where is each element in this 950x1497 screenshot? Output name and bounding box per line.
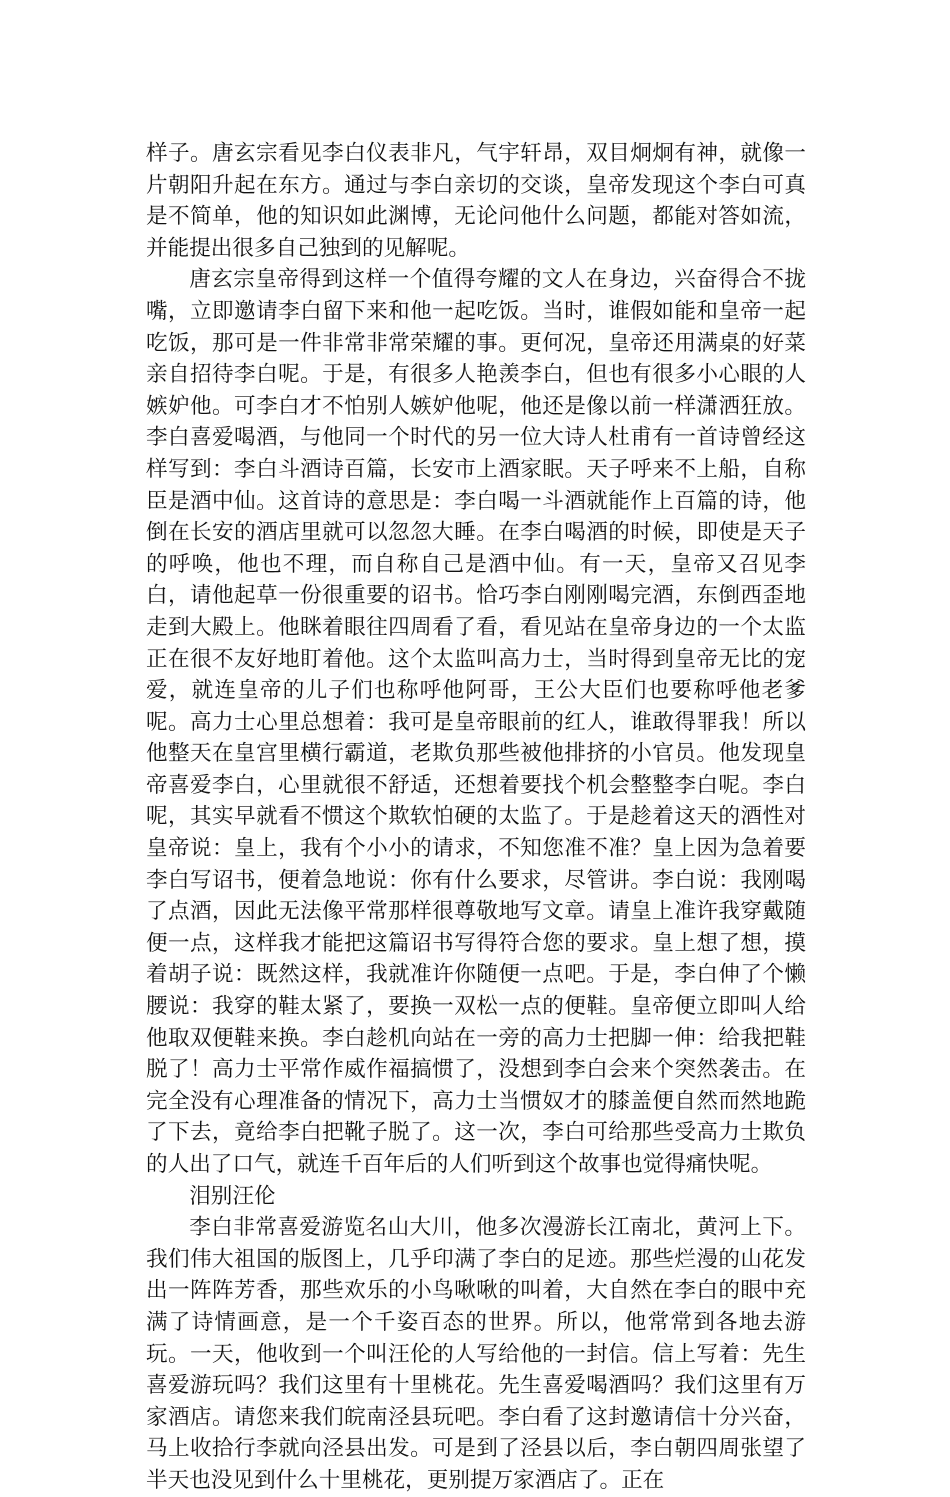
paragraph-wang-lun: 李白非常喜爱游览名山大川，他多次漫游长江南北，黄河上下。我们伟大祖国的版图上，几乎印满了李白的足迹。那些烂漫的山花发出一阵阵芳香，那些欢乐的小鸟啾啾的叫着，大自然在李白的眼中充满了诗情画意，是一个千姿百态的世界。所以，他常常到各地去游玩。一天，他收到一个叫汪伦的人写给他的一封信。信上写着：先生喜爱游玩吗？我们这里有十里桃花。先生喜爱喝酒吗？我们这里有万家酒店。请您来我们皖南泾县玩吧。李白看了这封邀请信十分兴奋，马上收拾行李就向泾县出发。可是到了泾县以后，李白朝四周张望了半天也没见到什么十里桃花，更别提万家酒店了。正在 bbox=[146, 1215, 806, 1493]
paragraph-li-bai-and-gao-lishi: 唐玄宗皇帝得到这样一个值得夸耀的文人在身边，兴奋得合不拢嘴，立即邀请李白留下来和他一起吃饭。当时，谁假如能和皇帝一起吃饭，那可是一件非常非常荣耀的事。更何况，皇帝还用满桌的好菜亲自招待李白呢。于是，有很多人艳羡李白，但也有很多小心眼的人嫉妒他。可李白才不怕别人嫉妒他呢，他还是像以前一样潇洒狂放。李白喜爱喝酒，与他同一个时代的另一位大诗人杜甫有一首诗曾经这样写到：李白斗酒诗百篇，长安市上酒家眠。天子呼来不上船，自称臣是酒中仙。这首诗的意思是：李白喝一斗酒就能作上百篇的诗，他倒在长安的酒店里就可以忽忽大睡。在李白喝酒的时候，即使是天子的呼唤，他也不理，而自称自己是酒中仙。有一天，皇帝又召见李白，请他起草一份很重要的诏书。恰巧李白刚刚喝完酒，东倒西歪地走到大殿上。他眯着眼往四周看了看，看见站在皇帝身边的一个太监正在很不友好地盯着他。这个太监叫高力士，当时得到皇帝无比的宠爱，就连皇帝的儿子们也称呼他阿哥，王公大臣们也要称呼他老爹呢。高力士心里总想着：我可是皇帝眼前的红人，谁敢得罪我！所以他整天在皇宫里横行霸道，老欺负那些被他排挤的小官员。他发现皇帝喜爱李白，心里就很不舒适，还想着要找个机会整整李白呢。李白呢，其实早就看不惯这个欺软怕硬的太监了。于是趁着这天的酒性对皇帝说：皇上，我有个小小的请求，不知您准不准？皇上因为急着要李白写诏书，便着急地说：你有什么要求，尽管讲。李白说：我刚喝了点酒，因此无法像平常那样很尊敬地写文章。请皇上准许我穿戴随便一点，这样我才能把这篇诏书写得符合您的要求。皇上想了想，摸着胡子说：既然这样，我就准许你随便一点吧。于是，李白伸了个懒腰说：我穿的鞋太紧了，要换一双松一点的便鞋。皇帝便立即叫人给他取双便鞋来换。李白趁机向站在一旁的高力士把脚一伸：给我把鞋脱了！高力士平常作威作福搞惯了，没想到李白会来个突然袭击。在完全没有心理准备的情况下，高力士当惯奴才的膝盖便自然而然地跪了下去，竟给李白把靴子脱了。这一次，李白可给那些受高力士欺负的人出了口气，就连千百年后的人们听到这个故事也觉得痛快呢。 bbox=[146, 267, 806, 1177]
document-page bbox=[146, 138, 806, 1497]
paragraph-continued: 样子。唐玄宗看见李白仪表非凡，气宇轩昂，双目炯炯有神，就像一片朝阳升起在东方。通过与李白亲切的交谈，皇帝发现这个李白可真是不简单，他的知识如此渊博，无论问他什么问题，都能对答如流，并能提出很多自己独到的见解呢。 bbox=[146, 141, 806, 261]
section-heading: 泪别汪伦 bbox=[189, 1183, 276, 1209]
